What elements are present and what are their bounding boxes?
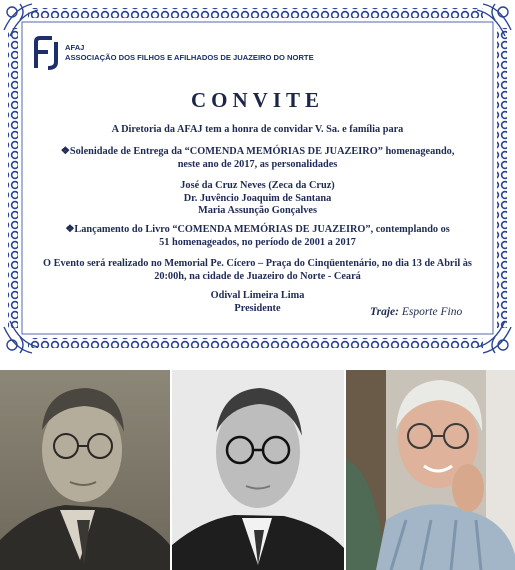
logo-short-name: AFAJ <box>65 43 85 52</box>
ceremony-line-2: neste ano de 2017, as personalidades <box>177 158 338 170</box>
book-line-2: 51 homenageados, no período de 2001 a 2017 <box>159 236 356 248</box>
honorees-list <box>18 180 497 218</box>
honoree-photo <box>0 370 170 570</box>
honoree-photo <box>172 370 344 570</box>
invite-intro: A Diretoria da AFAJ tem a honra de convidar V. Sa. e família para <box>111 124 404 135</box>
honoree-item: Maria Assunção Gonçalves <box>198 205 317 217</box>
afaj-logo <box>32 36 314 70</box>
signer-name: Odival Limeira Lima <box>210 290 305 301</box>
afaj-logo-icon <box>32 36 62 70</box>
honoree-item: Dr. Juvêncio Joaquim de Santana <box>183 192 332 204</box>
event-line-1: O Evento será realizado no Memorial Pe. Cícero – Praça do Cinqüentenário, no dia 13 de Abril às <box>43 258 472 269</box>
honoree-item: José da Cruz Neves (Zeca da Cruz) <box>180 180 335 191</box>
dress-code-label: Traje: <box>370 306 399 318</box>
logo-full-name: ASSOCIAÇÃO DOS FILHOS E AFILHADOS DE JUAZEIRO DO NORTE <box>65 53 314 62</box>
dress-code-value: Esporte Fino <box>401 306 463 318</box>
invite-item-book <box>18 224 497 249</box>
honoree-photos <box>0 370 515 570</box>
dress-code <box>370 306 462 318</box>
event-line-2: 20:00h, na cidade de Juazeiro do Norte - Ceará <box>154 270 361 282</box>
invite-title: CONVITE <box>190 88 325 112</box>
invite-item-ceremony <box>18 146 497 171</box>
signer-role: Presidente <box>234 302 281 314</box>
invite-body <box>18 124 497 137</box>
ceremony-line-1: ❖Solenidade de Entrega da “COMENDA MEMÓRIAS DE JUAZEIRO” homenageando, <box>60 146 455 157</box>
honoree-photo <box>346 370 515 570</box>
event-details <box>18 258 497 283</box>
book-line-1: ❖Lançamento do Livro “COMENDA MEMÓRIAS DE JUAZEIRO”, contemplando os <box>65 224 450 235</box>
